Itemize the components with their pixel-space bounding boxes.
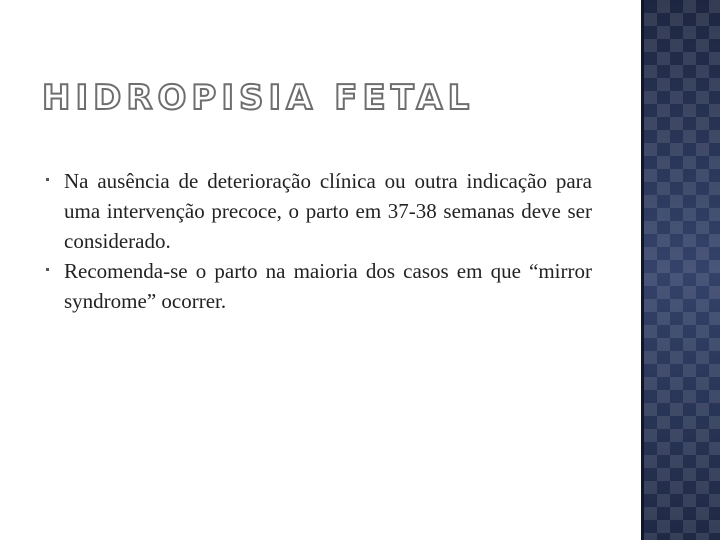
- bullet-item: [46, 166, 592, 256]
- bullet-item: [46, 256, 592, 316]
- bullet-list: [46, 166, 592, 316]
- decorative-side-panel: [641, 0, 720, 540]
- slide-title: HIDROPISIA FETAL: [42, 78, 475, 118]
- bullet-marker-icon: [46, 268, 49, 271]
- bullet-text: Recomenda-se o parto na maioria dos casos em que “mirror syndrome” ocorrer.: [64, 259, 592, 313]
- bullet-marker-icon: [46, 178, 49, 181]
- bullet-text: Na ausência de deterioração clínica ou outra indicação para uma intervenção precoce, o parto em 37-38 semanas deve ser considerado.: [64, 169, 592, 253]
